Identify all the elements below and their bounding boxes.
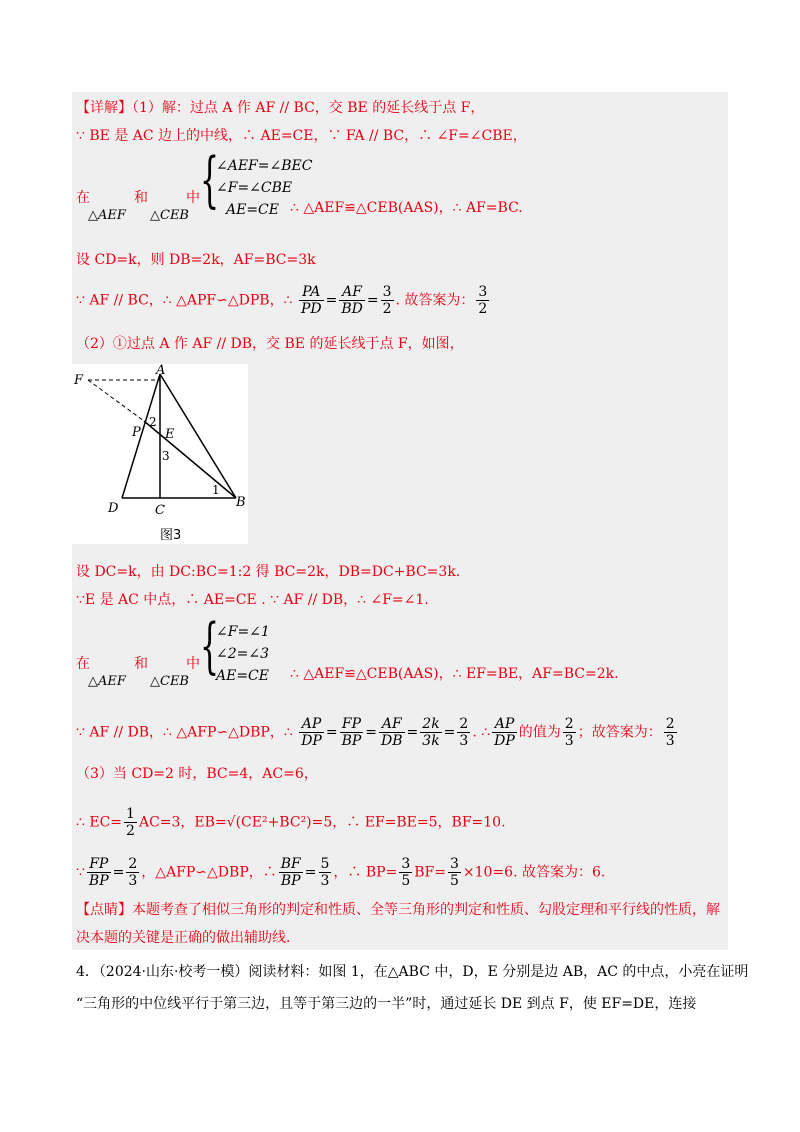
- triangle-ceb: △CEB: [150, 208, 189, 223]
- detail-tag: 【详解】: [76, 100, 132, 116]
- answer-fraction: [476, 284, 489, 317]
- equals: =: [112, 864, 125, 881]
- frac-num: 3: [478, 284, 488, 300]
- geometry-diagram: [72, 364, 248, 544]
- fraction-bf-bp: [279, 856, 303, 889]
- part2-line-2: ∵E 是 AC 中点，∴ AE=CE . ∵ AF // DB，∴ ∠F=∠1.: [76, 592, 429, 608]
- system-label-zhong: 中: [186, 190, 200, 206]
- fraction-af-db: [379, 716, 405, 749]
- label-b: B: [236, 495, 246, 510]
- p3-bf: BF=: [414, 864, 446, 881]
- frac-den: BD: [341, 301, 363, 317]
- frac-den: BP: [88, 873, 109, 889]
- label-p: P: [132, 425, 141, 440]
- fraction-2k-3k: [420, 716, 441, 749]
- frac-den: DP: [494, 733, 515, 749]
- frac-num: AP: [299, 716, 324, 733]
- part2-line-1: 设 DC=k，由 DC:BC=1:2 得 BC=2k，DB=DC+BC=3k.: [76, 564, 461, 580]
- frac-num: AF: [339, 284, 365, 301]
- sys2-eq-1: ∠F=∠1: [216, 624, 270, 640]
- part3-line-3: ∵ $\frac{FP}{BP}$ = $\frac{2}{3}$ ，△AFP∽△DBP，∴ $\frac{BF}{BP}$ = $\frac{5}{3}$ ，∴ BP= $\frac{3}{5}$ BF= $\frac{3}{5}$ ×10=6. 故答案为：6.: [76, 856, 606, 889]
- frac-num: 3: [401, 856, 411, 872]
- sys-eq-3: AE=CE: [226, 202, 279, 218]
- frac-num: PA: [299, 284, 324, 301]
- note-tag: 【点睛】: [76, 902, 132, 918]
- sys2-eq-2: ∠2=∠3: [216, 646, 270, 662]
- part2-line-4: ∵ AF // DB，∴ △AFP∽△DBP，∴ $\frac{AP}{DP}$ = $\frac{FP}{BP}$ = $\frac{AF}{DB}$ = $\frac{2k}{3k}$ = $\frac{2}{3}$ . ∴ $\frac{AP}{DP}$ 的值为 $\frac{2}{3}$ ；故答案为： $\frac{2}{3}$: [76, 716, 675, 749]
- p3-rest: AC=3，EB=√(CE²+BC²)=5，∴ EF=BE=5，BF=10.: [138, 814, 506, 831]
- fraction-2-3: [457, 716, 470, 749]
- frac-num: BF: [280, 856, 301, 872]
- p2-therefore: . ∴: [472, 724, 491, 741]
- answer-label: . 故答案为：: [395, 292, 475, 309]
- label-a: A: [156, 364, 166, 378]
- label-d: D: [108, 501, 119, 516]
- fraction-fp-bp-2: [87, 856, 111, 889]
- solution-line-4: 设 CD=k，则 DB=2k，AF=BC=3k: [76, 252, 316, 268]
- fraction-answer: [664, 716, 677, 749]
- conclusion-1: ∴ △AEF≌△CEB(AAS)，∴ AF=BC.: [290, 200, 523, 216]
- label-c: C: [155, 503, 165, 518]
- fraction-ap-dp-2: [492, 716, 517, 749]
- frac-den: 3k: [422, 733, 440, 749]
- note-line-1: [76, 900, 720, 920]
- system-label-zai: 在: [76, 190, 90, 206]
- solution-line-1: [76, 98, 484, 118]
- frac-den: PD: [300, 301, 322, 317]
- l5-prefix: ∵ AF // BC，∴ △APF∽△DPB，∴: [76, 292, 293, 309]
- frac-den: 5: [449, 873, 459, 889]
- fraction-ap-dp: [299, 716, 324, 749]
- sys-eq-2: ∠F=∠CBE: [216, 180, 293, 196]
- conclusion-2: ∴ △AEF≌△CEB(AAS)，∴ EF=BE，AF=BC=2k.: [290, 666, 619, 682]
- solution-line-2: ∵ BE 是 AC 边上的中线，∴ AE=CE，∵ FA // BC，∴ ∠F=∠CBE，: [76, 128, 527, 144]
- fraction-3-5-b: [448, 856, 461, 889]
- fraction-3-2: [381, 284, 394, 317]
- triangle2-ceb: △CEB: [150, 674, 189, 689]
- frac-den: DP: [301, 733, 322, 749]
- frac-den: 3: [459, 733, 469, 749]
- equals: =: [325, 292, 338, 309]
- frac-num: 3: [449, 856, 459, 872]
- solution-line-5: ∵ AF // BC，∴ △APF∽△DPB，∴ $\frac{PA}{PD}$ = $\frac{AF}{BD}$ = $\frac{3}{2}$ . 故答案为： $\frac{3}{2}$: [76, 284, 488, 317]
- p3-ec: ∴ EC=: [76, 814, 123, 831]
- frac-den: DB: [381, 733, 403, 749]
- frac-den: 5: [401, 873, 411, 889]
- system2-label-zhong: 中: [186, 656, 200, 672]
- frac-den: 2: [382, 301, 392, 317]
- part3-line-2: [76, 806, 506, 839]
- fraction-pa-pd: [299, 284, 324, 317]
- brace-left-2: {: [200, 611, 220, 681]
- fraction-value: [563, 716, 576, 749]
- fraction-1-2: [124, 806, 137, 839]
- triangle-aef: △AEF: [88, 208, 126, 223]
- label-angle-1: 1: [212, 483, 220, 497]
- triangle2-aef: △AEF: [88, 674, 126, 689]
- frac-num: 2: [459, 716, 469, 732]
- fraction-fp-bp: [340, 716, 364, 749]
- frac-num: 2: [665, 716, 675, 732]
- fraction-5-3: [319, 856, 332, 889]
- p2-answer-label: ；故答案为：: [577, 724, 662, 741]
- frac-den: BP: [280, 873, 301, 889]
- sys-eq-1: ∠AEF=∠BEC: [216, 158, 313, 174]
- label-angle-2: 2: [149, 415, 157, 429]
- p3-similar: ，△AFP∽△DBP，∴: [141, 864, 277, 881]
- system2-label-zai: 在: [76, 656, 90, 672]
- question-4-line-2: “三角形的中位线平行于第三边，且等于第三边的一半”时，通过延长 DE 到点 F，使 EF=DE，连接: [76, 996, 697, 1012]
- brace-left: {: [200, 145, 220, 215]
- label-e: E: [165, 427, 175, 442]
- frac-den: 3: [564, 733, 574, 749]
- p2-prefix: ∵ AF // DB，∴ △AFP∽△DBP，∴: [76, 724, 293, 741]
- question-4-line-1: 4．（2024·山东·校考一模）阅读材料：如图 1，在△ABC 中，D，E 分别是边 AB，AC 的中点，小亮在证明: [76, 964, 749, 980]
- line-ad: [122, 374, 160, 498]
- note-text-1: 本题考查了相似三角形的判定和性质、全等三角形的判定和性质、勾股定理和平行线的性质，解: [132, 902, 720, 918]
- frac-den: 2: [478, 301, 488, 317]
- label-f: F: [74, 373, 84, 388]
- p3-answer: ×10=6. 故答案为：6.: [462, 864, 606, 881]
- frac-den: 3: [665, 733, 675, 749]
- note-line-2: 决本题的关键是正确的做出辅助线.: [76, 930, 291, 946]
- line-pb: [144, 421, 236, 498]
- system-label-he: 和: [134, 190, 148, 206]
- frac-num: 2: [564, 716, 574, 732]
- figure-3: [72, 364, 248, 544]
- frac-num: 3: [382, 284, 392, 300]
- frac-num: 2: [128, 856, 138, 872]
- part1-intro: （1）解：过点 A 作 AF // BC，交 BE 的延长线于点 F，: [132, 100, 485, 116]
- fraction-af-bd: [339, 284, 365, 317]
- frac-num: 1: [126, 806, 135, 822]
- sys2-eq-3: AE=CE: [216, 668, 269, 684]
- fraction-2-3-b: [126, 856, 139, 889]
- frac-num: 2k: [422, 716, 440, 732]
- frac-den: 2: [126, 823, 135, 839]
- frac-den: 3: [128, 873, 138, 889]
- p3-bp: ，∴ BP=: [333, 864, 398, 881]
- figure-caption: 图3: [160, 528, 182, 543]
- p3-because: ∵: [76, 864, 85, 881]
- frac-num: FP: [340, 716, 364, 733]
- line-fp: [88, 380, 144, 421]
- part2-heading: （2）①过点 A 作 AF // DB，交 BE 的延长线于点 F，如图，: [76, 336, 464, 352]
- p2-value-label: 的值为: [518, 724, 561, 741]
- frac-num: AF: [379, 716, 405, 733]
- fraction-3-5: [399, 856, 412, 889]
- frac-den: 3: [320, 873, 330, 889]
- part3-line-1: （3）当 CD=2 时，BC=4，AC=6，: [76, 766, 318, 782]
- frac-num: 5: [320, 856, 330, 872]
- frac-num: FP: [87, 856, 111, 873]
- frac-den: BP: [341, 733, 362, 749]
- label-angle-3: 3: [162, 449, 170, 463]
- system2-label-he: 和: [134, 656, 148, 672]
- frac-num: AP: [492, 716, 517, 733]
